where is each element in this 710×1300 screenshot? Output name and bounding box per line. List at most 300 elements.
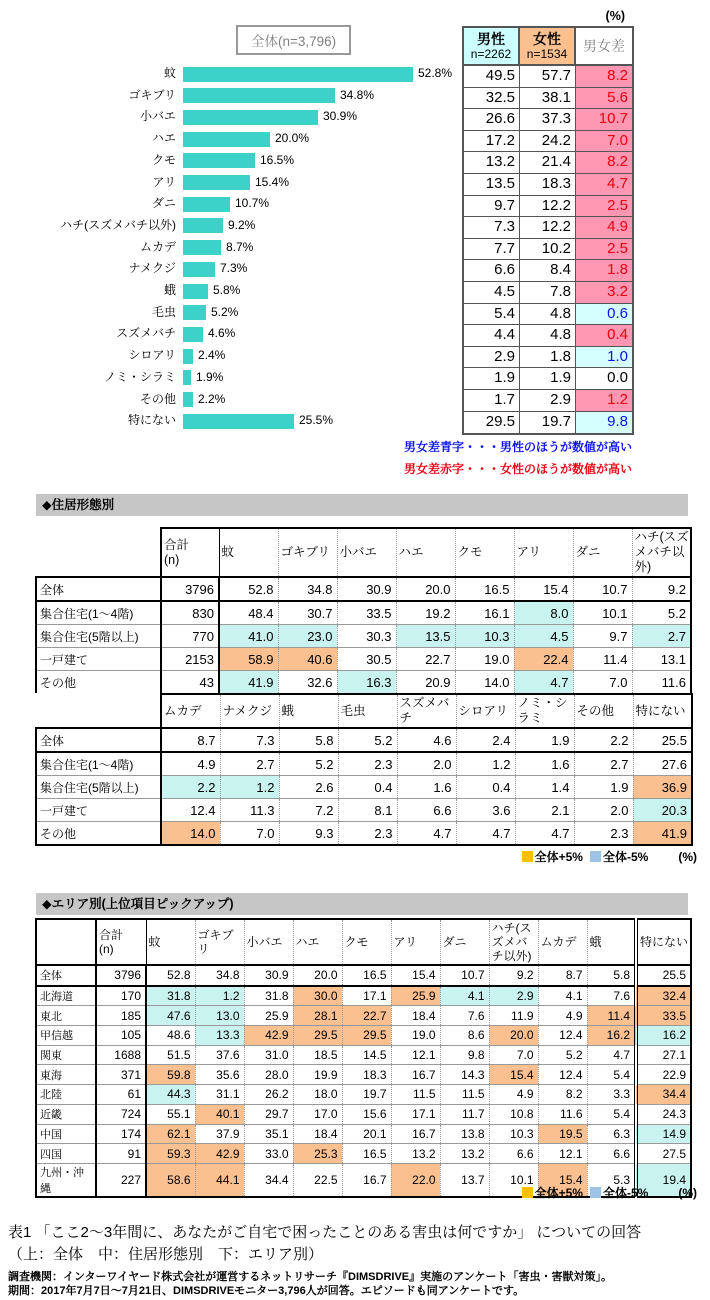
data-cell: 47.6 [146,1006,195,1026]
diff-value: 1.2 [576,390,632,411]
data-cell: 35.1 [244,1124,293,1144]
data-cell: 18.4 [391,1006,440,1026]
column-header: ハチ(スズメバチ以外) [489,919,538,965]
data-cell: 12.4 [161,799,220,822]
data-cell: 1.9 [515,728,574,752]
chart-row [0,128,460,150]
diff-value: 4.9 [576,217,632,238]
data-cell: 4.7 [514,671,573,695]
row-label: 一戸建て [36,799,161,822]
column-header: 蛾 [587,919,636,965]
data-cell: 16.5 [342,965,391,986]
data-cell: 12.4 [538,1026,587,1046]
bar-category-label: 蚊 [163,66,176,80]
data-cell: 10.3 [455,625,514,648]
diff-value: 3.2 [576,282,632,303]
bar [183,88,335,103]
data-cell: 7.6 [587,986,636,1006]
data-cell: 37.6 [195,1045,244,1065]
diff-value: 7.0 [576,131,632,152]
row-label: 九州・沖縄 [36,1163,96,1197]
data-cell: 58.9 [219,648,278,671]
data-cell: 20.3 [633,799,692,822]
chart-row [0,150,460,172]
bar-value-label: 5.2% [211,304,239,319]
minus5-label: 全体-5% [602,1186,649,1200]
data-cell: 15.4 [489,1065,538,1085]
bar [183,197,230,212]
area-table [35,918,692,1198]
bar-category-label: ナメクジ [128,261,176,276]
row-label: 集合住宅(1～4階) [36,752,161,776]
data-cell: 11.7 [440,1104,489,1124]
data-cell: 25.9 [391,986,440,1006]
data-cell: 16.7 [391,1065,440,1085]
data-cell: 7.0 [220,822,279,846]
unit-label: (%) [605,9,625,23]
data-cell: 12.1 [391,1045,440,1065]
row-label: 関東 [36,1045,96,1065]
data-cell: 2.2 [574,728,633,752]
total-column-header: 合計 (n) [161,528,219,577]
bar-value-label: 20.0% [275,131,310,146]
highlight-legend [522,1184,697,1201]
data-cell: 13.0 [195,1006,244,1026]
column-header: 小バエ [337,528,396,577]
row-label: 北海道 [36,986,96,1006]
row-label: 全体 [36,728,161,752]
data-cell: 5.8 [587,965,636,986]
female-n-label: n=1534 [526,47,568,61]
gender-table-row [464,174,632,196]
chart-row [0,237,460,259]
data-cell: 30.0 [293,986,342,1006]
row-label: 集合住宅(1～4階) [36,601,161,625]
female-column-header [520,28,576,64]
data-cell: 30.9 [337,577,396,601]
data-cell: 10.8 [489,1104,538,1124]
data-cell: 29.5 [293,1026,342,1046]
data-cell: 16.5 [455,577,514,601]
female-value: 37.3 [520,109,576,130]
gender-table-row [464,325,632,347]
row-label: 東北 [36,1006,96,1026]
gender-table-header [464,28,632,66]
data-cell: 1.2 [220,776,279,799]
bar-category-label: クモ [151,152,176,167]
data-cell: 1.6 [397,776,456,799]
data-cell: 4.1 [538,986,587,1006]
bar-value-label: 52.8% [418,66,453,80]
bar [183,175,250,190]
bar-value-label: 25.5% [299,413,334,428]
data-cell: 8.7 [538,965,587,986]
data-cell: 10.7 [573,577,632,601]
column-header: ゴキブリ [195,919,244,965]
data-cell: 52.8 [146,965,195,986]
female-value: 1.8 [520,347,576,368]
data-cell: 8.6 [440,1026,489,1046]
data-cell: 5.3 [587,1163,636,1197]
bar-category-label: ハエ [151,131,176,146]
female-value: 38.1 [520,88,576,109]
data-cell: 1.2 [456,752,515,776]
data-cell: 23.0 [278,625,337,648]
row-label: 全体 [36,965,96,986]
data-cell: 4.7 [587,1045,636,1065]
chart-row [0,106,460,128]
data-cell: 5.8 [279,728,338,752]
data-cell: 40.6 [278,648,337,671]
data-cell: 10.1 [573,601,632,625]
data-cell: 19.9 [293,1065,342,1085]
male-value: 7.7 [464,239,520,260]
data-cell: 31.8 [244,986,293,1006]
total-cell: 185 [96,1006,146,1026]
data-cell: 20.9 [396,671,455,695]
gender-table-row [464,412,632,434]
data-cell: 32.6 [278,671,337,695]
column-header: クモ [342,919,391,965]
data-cell: 6.6 [397,799,456,822]
diff-value: 2.5 [576,239,632,260]
data-cell: 34.4 [244,1163,293,1197]
data-cell: 44.3 [146,1085,195,1105]
data-cell: 27.1 [636,1045,691,1065]
female-value: 19.7 [520,412,576,434]
data-cell: 22.5 [293,1163,342,1197]
gender-table-row [464,196,632,218]
data-cell: 4.9 [489,1085,538,1105]
diff-column-header [576,28,632,64]
bar-value-label: 7.3% [220,261,248,276]
female-value: 7.8 [520,282,576,303]
bar [183,392,193,407]
bar [183,327,203,342]
column-header: ゴキブリ [278,528,337,577]
bar-category-label: ノミ・シラミ [103,369,176,384]
diff-value: 8.2 [576,66,632,87]
diff-value: 5.6 [576,88,632,109]
female-value: 18.3 [520,174,576,195]
data-cell: 59.3 [146,1144,195,1164]
data-cell: 19.2 [396,601,455,625]
data-cell: 3.6 [456,799,515,822]
data-cell: 6.6 [489,1144,538,1164]
chart-row [0,302,460,324]
chart-row [0,63,460,85]
data-cell: 30.7 [278,601,337,625]
male-value: 26.6 [464,109,520,130]
male-value: 2.9 [464,347,520,368]
data-cell: 0.4 [338,776,397,799]
data-cell: 11.9 [489,1006,538,1026]
data-cell: 9.8 [440,1045,489,1065]
male-value: 4.4 [464,325,520,346]
total-column-header: 合計 (n) [96,919,146,965]
pest-bar-chart [0,63,460,435]
data-cell: 10.3 [489,1124,538,1144]
data-cell: 9.2 [632,577,691,601]
column-header: スズメバチ [397,694,456,728]
total-cell: 3796 [96,965,146,986]
data-cell: 2.3 [574,822,633,846]
chart-row [0,258,460,280]
column-header: 毛虫 [338,694,397,728]
data-cell: 42.9 [244,1026,293,1046]
housing-table-part2 [35,693,693,846]
data-cell: 11.3 [220,799,279,822]
chart-row [0,85,460,107]
column-header: ダニ [573,528,632,577]
data-cell: 34.8 [278,577,337,601]
row-label: 集合住宅(5階以上) [36,776,161,799]
female-value: 1.9 [520,368,576,389]
diff-value: 8.2 [576,152,632,173]
data-cell: 13.2 [391,1144,440,1164]
data-cell: 14.0 [161,822,220,846]
bar-category-label: 特にない [127,413,176,428]
total-cell: 3796 [161,577,219,601]
column-header: ムカデ [161,694,220,728]
data-cell: 4.9 [161,752,220,776]
diff-value: 4.7 [576,174,632,195]
data-cell: 33.0 [244,1144,293,1164]
bar-value-label: 10.7% [235,196,270,211]
data-cell: 22.7 [396,648,455,671]
data-cell: 29.7 [244,1104,293,1124]
minus5-swatch-icon [590,1187,601,1198]
highlight-legend [522,848,697,865]
minus5-label: 全体-5% [602,850,649,864]
data-cell: 15.4 [391,965,440,986]
column-header: ハエ [293,919,342,965]
overall-sample-box: 全体(n=3,796) [236,25,351,55]
data-cell: 30.5 [337,648,396,671]
bar-category-label: ダニ [151,196,176,211]
column-header: シロアリ [456,694,515,728]
data-cell: 30.9 [244,965,293,986]
diff-value: 2.5 [576,196,632,217]
data-cell: 7.3 [220,728,279,752]
female-value: 24.2 [520,131,576,152]
data-cell: 13.1 [632,648,691,671]
column-header: アリ [514,528,573,577]
data-cell: 25.5 [633,728,692,752]
chart-row [0,193,460,215]
bar-category-label: 小バエ [139,109,176,124]
legend-unit-label: (%) [678,1185,697,1200]
data-cell: 16.7 [391,1124,440,1144]
data-cell: 5.2 [538,1045,587,1065]
data-cell: 1.9 [574,776,633,799]
data-cell: 31.1 [195,1085,244,1105]
row-label: 北陸 [36,1085,96,1105]
data-cell: 8.0 [514,601,573,625]
column-header: ダニ [440,919,489,965]
data-cell: 7.0 [573,671,632,695]
data-cell: 5.2 [632,601,691,625]
male-value: 6.6 [464,260,520,281]
bar-category-label: ゴキブリ [128,87,176,102]
total-cell: 174 [96,1124,146,1144]
gender-comparison-table [462,26,634,435]
male-value: 5.4 [464,304,520,325]
bar-value-label: 9.2% [228,217,256,232]
bar-value-label: 30.9% [323,109,358,124]
data-cell: 34.4 [636,1085,691,1105]
data-cell: 2.2 [161,776,220,799]
bar [183,153,255,168]
diff-value: 0.6 [576,304,632,325]
data-cell: 17.1 [391,1104,440,1124]
data-cell: 13.7 [440,1163,489,1197]
bar [183,240,221,255]
gender-table-row [464,131,632,153]
data-cell: 18.5 [293,1045,342,1065]
data-cell: 30.3 [337,625,396,648]
data-cell: 16.7 [342,1163,391,1197]
data-cell: 4.7 [397,822,456,846]
data-cell: 2.7 [220,752,279,776]
data-cell: 44.1 [195,1163,244,1197]
data-cell: 3.3 [587,1085,636,1105]
data-cell: 2.0 [397,752,456,776]
column-header: 特にない [636,919,691,965]
data-cell: 18.3 [342,1065,391,1085]
row-label: その他 [36,671,161,695]
data-cell: 40.1 [195,1104,244,1124]
data-cell: 34.8 [195,965,244,986]
data-cell: 58.6 [146,1163,195,1197]
data-cell: 19.4 [636,1163,691,1197]
gender-table-row [464,368,632,390]
row-label: 集合住宅(5階以上) [36,625,161,648]
total-cell: 830 [161,601,219,625]
row-label: 全体 [36,577,161,601]
legend-unit-label: (%) [678,849,697,864]
diff-value: 10.7 [576,109,632,130]
data-cell: 55.1 [146,1104,195,1124]
data-cell: 42.9 [195,1144,244,1164]
table-caption [8,1222,706,1266]
data-cell: 13.5 [396,625,455,648]
data-cell: 5.2 [338,728,397,752]
male-value: 13.2 [464,152,520,173]
female-value: 10.2 [520,239,576,260]
data-cell: 16.1 [455,601,514,625]
column-header: クモ [455,528,514,577]
plus5-label: 全体+5% [534,850,583,864]
chart-row [0,172,460,194]
data-cell: 6.6 [587,1144,636,1164]
female-value: 12.2 [520,196,576,217]
gender-table-row [464,239,632,261]
data-cell: 4.6 [397,728,456,752]
bar-value-label: 2.4% [198,348,226,363]
source-line2: 期間：2017年7月7日～7月21日、DIMSDRIVEモニター3,796人が回答。エピソードも同アンケートです。 [8,1285,525,1297]
bar-category-label: 毛虫 [151,304,176,319]
column-header: ムカデ [538,919,587,965]
data-cell: 6.3 [587,1124,636,1144]
data-cell: 9.2 [489,965,538,986]
corner-cell [36,528,161,577]
data-cell: 17.0 [293,1104,342,1124]
data-cell: 19.0 [455,648,514,671]
gender-table-row [464,66,632,88]
bar-value-label: 2.2% [198,391,226,406]
data-cell: 2.3 [338,822,397,846]
data-cell: 11.6 [632,671,691,695]
data-cell: 2.3 [338,752,397,776]
bar-category-label: スズメバチ [116,326,176,341]
data-cell: 11.4 [573,648,632,671]
data-cell: 32.4 [636,986,691,1006]
data-cell: 7.2 [279,799,338,822]
data-cell: 14.3 [440,1065,489,1085]
data-cell: 31.0 [244,1045,293,1065]
total-cell: 724 [96,1104,146,1124]
row-label: 中国 [36,1124,96,1144]
data-cell: 29.5 [342,1026,391,1046]
diff-value: 9.8 [576,412,632,434]
data-cell: 7.6 [440,1006,489,1026]
data-cell: 13.8 [440,1124,489,1144]
column-header: アリ [391,919,440,965]
data-cell: 59.8 [146,1065,195,1085]
female-value: 4.8 [520,325,576,346]
data-cell: 41.0 [219,625,278,648]
gender-table-body [464,66,632,433]
bar-value-label: 16.5% [260,152,295,167]
bar [183,218,223,233]
data-cell: 36.9 [633,776,692,799]
data-cell: 35.6 [195,1065,244,1085]
chart-row [0,367,460,389]
data-cell: 15.4 [514,577,573,601]
gender-table-row [464,88,632,110]
total-cell: 170 [96,986,146,1006]
chart-row [0,389,460,411]
data-cell: 17.1 [342,986,391,1006]
data-cell: 16.5 [342,1144,391,1164]
male-value: 1.7 [464,390,520,411]
gender-table-row [464,152,632,174]
bar-category-label: その他 [139,391,176,406]
bar-category-label: ハチ(スズメバチ以外) [60,217,176,232]
data-cell: 25.9 [244,1006,293,1026]
diff-value: 1.0 [576,347,632,368]
row-label: 近畿 [36,1104,96,1124]
data-cell: 2.7 [574,752,633,776]
column-header: 蚊 [146,919,195,965]
data-cell: 10.1 [489,1163,538,1197]
data-cell: 8.1 [338,799,397,822]
data-cell: 4.1 [440,986,489,1006]
female-value: 57.7 [520,66,576,87]
source-note [8,1270,706,1298]
gender-table-row [464,347,632,369]
data-cell: 2.1 [515,799,574,822]
bar-category-label: 蛾 [163,283,176,297]
data-cell: 11.5 [440,1085,489,1105]
data-cell: 14.0 [455,671,514,695]
bar [183,132,270,147]
gender-table-row [464,260,632,282]
total-cell: 1688 [96,1045,146,1065]
plus5-label: 全体+5% [534,1186,583,1200]
data-cell: 15.4 [538,1163,587,1197]
